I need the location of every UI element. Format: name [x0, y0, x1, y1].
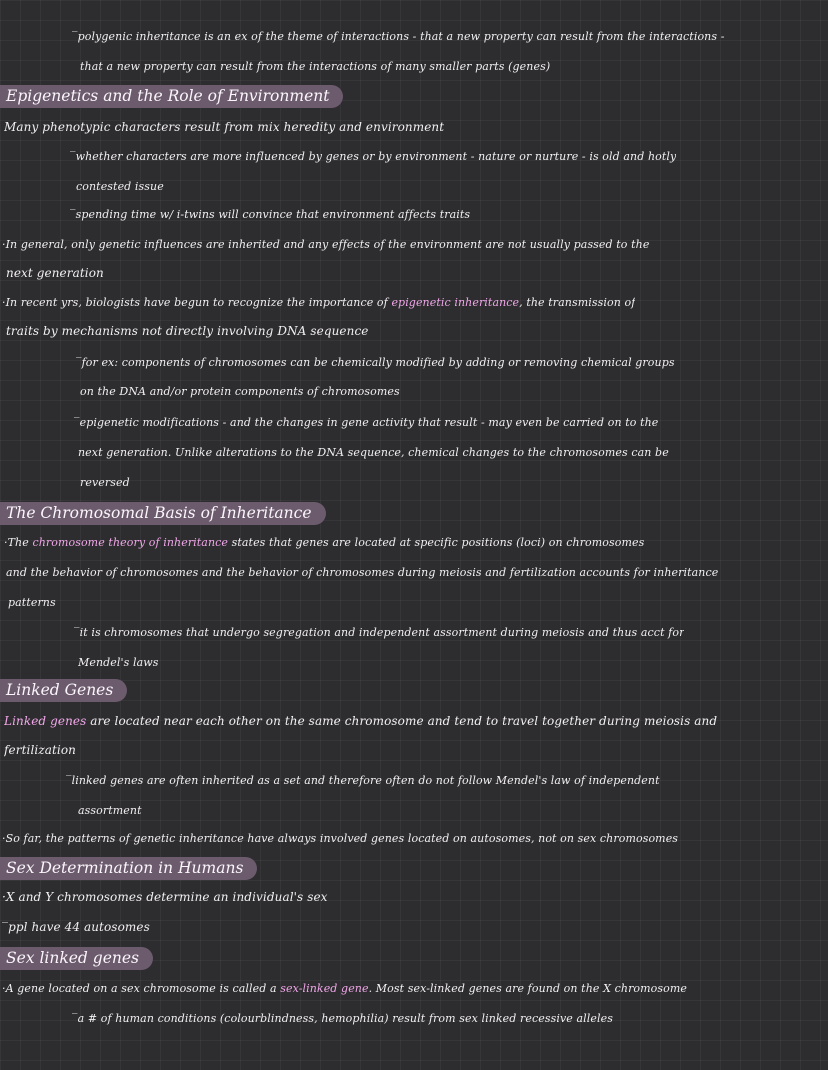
chromosomal-para-1a	[4, 536, 644, 549]
epigenetics-bullet-4a: ‾epigenetic modifications - and the changes in gene activity that result - may even be carried on to the	[74, 416, 659, 429]
heading-sex-linked-genes: Sex linked genes	[0, 947, 153, 970]
linked-para-1a	[4, 714, 717, 728]
term-linked-genes: Linked genes	[4, 714, 87, 728]
epigenetics-bullet-3a: ‾for ex: components of chromosomes can be chemically modified by adding or removing chemical groups	[76, 356, 675, 369]
heading-chromosomal-basis: The Chromosomal Basis of Inheritance	[0, 502, 326, 525]
intro-line-1: ‾polygenic inheritance is an ex of the theme of interactions - that a new property can result from the interactions -	[72, 30, 725, 43]
heading-linked-genes: Linked Genes	[0, 679, 127, 702]
linked-para-1b: fertilization	[4, 743, 77, 757]
term-epigenetic-inheritance: epigenetic inheritance	[391, 296, 520, 309]
linked-bullet-1b: assortment	[78, 804, 142, 817]
sexlinked-para-1-tail: . Most sex-linked genes are found on the X chromosome	[368, 982, 688, 995]
term-sex-linked-gene: sex-linked gene	[280, 982, 369, 995]
heading-sex-determination: Sex Determination in Humans	[0, 857, 257, 880]
chromosomal-para-1a-tail: states that genes are located at specific positions (loci) on chromosomes	[228, 536, 645, 549]
epigenetics-para-2b: next generation	[6, 266, 104, 280]
sexlinked-para-1	[2, 982, 828, 995]
intro-line-2: that a new property can result from the interactions of many smaller parts (genes)	[80, 60, 551, 73]
epigenetics-bullet-1a: ‾whether characters are more influenced by genes or by environment - nature or nurture - is old and hotly	[70, 150, 677, 163]
chromosomal-bullet-1b: Mendel's laws	[78, 656, 159, 669]
chromosomal-para-1a-text: ·The	[4, 536, 33, 549]
epigenetics-para-1: Many phenotypic characters result from mix heredity and environment	[4, 120, 445, 134]
epigenetics-bullet-1b: contested issue	[76, 180, 164, 193]
epigenetics-para-3b: traits by mechanisms not directly involving DNA sequence	[6, 324, 369, 338]
chromosomal-bullet-1a: ‾it is chromosomes that undergo segregation and independent assortment during meiosis and thus acct for	[74, 626, 685, 639]
heading-epigenetics: Epigenetics and the Role of Environment	[0, 85, 343, 108]
epigenetics-para-3a	[2, 296, 635, 309]
linked-para-2: ·So far, the patterns of genetic inheritance have always involved genes located on autosomes, not on sex chromosomes	[2, 832, 679, 845]
epigenetics-para-3a-text: ·In recent yrs, biologists have begun to recognize the importance of	[2, 296, 392, 309]
epigenetics-bullet-4c: reversed	[80, 476, 130, 489]
epigenetics-bullet-3b: on the DNA and/or protein components of chromosomes	[80, 385, 400, 398]
sexlinked-para-1-text: ·A gene located on a sex chromosome is called a	[2, 982, 281, 995]
chromosomal-para-1b: and the behavior of chromosomes and the behavior of chromosomes during meiosis and fertilization accounts for inheritance	[6, 566, 719, 579]
linked-para-1a-text: are located near each other on the same chromosome and tend to travel together during meiosis and	[86, 714, 718, 728]
sexlinked-bullet-1: ‾a # of human conditions (colourblindness, hemophilia) result from sex linked recessive alleles	[72, 1012, 613, 1025]
chromosomal-para-1c: patterns	[8, 596, 56, 609]
epigenetics-bullet-2: ‾spending time w/ i-twins will convince that environment affects traits	[70, 208, 471, 221]
term-chromosome-theory: chromosome theory of inheritance	[32, 536, 229, 549]
sexdet-para-2: ‾ppl have 44 autosomes	[2, 920, 150, 934]
epigenetics-bullet-4b: next generation. Unlike alterations to the DNA sequence, chemical changes to the chromosomes can be	[78, 446, 669, 459]
epigenetics-para-3a-tail: , the transmission of	[519, 296, 636, 309]
sexdet-para-1: ·X and Y chromosomes determine an individual's sex	[2, 890, 328, 904]
epigenetics-para-2a: ·In general, only genetic influences are inherited and any effects of the environment are not usually passed to the	[2, 238, 650, 251]
linked-bullet-1a: ‾linked genes are often inherited as a set and therefore often do not follow Mendel's law of independent	[66, 774, 660, 787]
